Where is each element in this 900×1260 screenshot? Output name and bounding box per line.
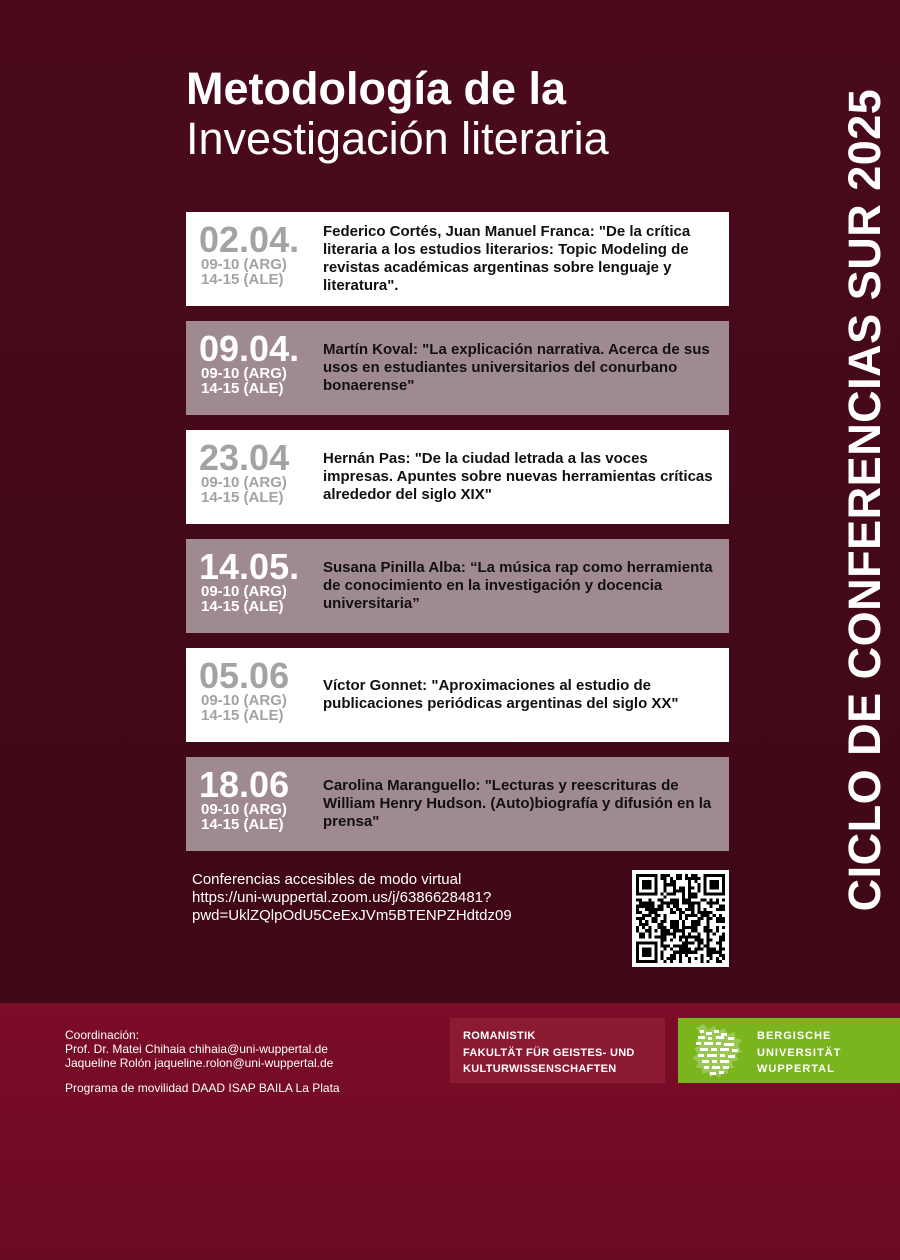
event-description [323, 321, 715, 415]
romanistik-line2: FAKULTÄT FÜR GEISTES- UND [463, 1046, 635, 1059]
coordinator-1: Prof. Dr. Matei Chihaia chihaia@uni-wuppertal.de [65, 1042, 328, 1056]
event-time-ale: 14-15 (ALE) [201, 271, 284, 288]
coordination-label: Coordinación: [65, 1028, 140, 1042]
page-title-line1: Metodología de la [186, 63, 567, 114]
university-logo [678, 1018, 900, 1083]
romanistik-line3: KULTURWISSENSCHAFTEN [463, 1063, 617, 1075]
romanistik-logo [450, 1018, 665, 1083]
event-description-text: Víctor Gonnet: "Aproximaciones al estudio de publicaciones periódicas argentinas del siglo XX" [323, 677, 679, 712]
event-card [186, 321, 729, 415]
event-time-arg: 09-10 (ARG) [201, 801, 287, 818]
zoom-link[interactable]: https://uni-wuppertal.zoom.us/j/6386628481?pwd=UklZQlpOdU5CeExJVm5BTENPZHdtdz09 [192, 889, 512, 924]
event-time-ale: 14-15 (ALE) [201, 707, 284, 724]
event-description-text: Susana Pinilla Alba: “La música rap como herramienta de conocimiento en la investigación y docencia universitaria” [323, 559, 713, 612]
romanistik-line1: ROMANISTIK [463, 1030, 536, 1042]
event-date: 14.05. [199, 546, 300, 587]
event-card [186, 430, 729, 524]
event-date: 05.06 [199, 655, 290, 696]
event-date: 23.04 [199, 437, 290, 478]
event-time-arg: 09-10 (ARG) [201, 474, 287, 491]
university-line2: UNIVERSITÄT [757, 1046, 842, 1059]
events-list [186, 212, 729, 866]
event-time-arg: 09-10 (ARG) [201, 365, 287, 382]
virtual-label: Conferencias accesibles de modo virtual [192, 871, 462, 888]
event-time-ale: 14-15 (ALE) [201, 489, 284, 506]
event-description-text: Martín Koval: "La explicación narrativa. Acerca de sus usos en estudiantes universitarios del conurbano bonaerense" [323, 341, 710, 394]
event-description [323, 430, 715, 524]
event-time-arg: 09-10 (ARG) [201, 256, 287, 273]
event-description [323, 648, 715, 742]
qr-code-icon[interactable] [632, 870, 729, 967]
event-description-text: Carolina Maranguello: "Lecturas y reescrituras de William Henry Hudson. (Auto)biografía y difusión en la prensa" [323, 777, 712, 830]
coordination-info [65, 1028, 333, 1070]
virtual-info [192, 871, 612, 925]
coordinator-2: Jaqueline Rolón jaqueline.rolon@uni-wuppertal.de [65, 1056, 334, 1070]
event-time-ale: 14-15 (ALE) [201, 816, 284, 833]
event-time-ale: 14-15 (ALE) [201, 598, 284, 615]
event-date: 09.04. [199, 328, 300, 369]
page-title-line2: Investigación literaria [186, 113, 609, 164]
event-description-text: Hernán Pas: "De la ciudad letrada a las voces impresas. Apuntes sobre nuevas herramientas críticas alrededor del siglo XIX" [323, 450, 713, 503]
university-name [757, 1028, 841, 1078]
event-time-ale: 14-15 (ALE) [201, 380, 284, 397]
event-time-arg: 09-10 (ARG) [201, 692, 287, 709]
event-description-text: Federico Cortés, Juan Manuel Franca: "De la crítica literaria a los estudios literarios: Topic Modeling de revistas académicas argentinas sobre lenguaje y literatura". [323, 223, 691, 294]
event-description [323, 757, 715, 851]
event-time-arg: 09-10 (ARG) [201, 583, 287, 600]
event-description [323, 539, 715, 633]
event-card [186, 757, 729, 851]
event-date: 02.04. [199, 219, 300, 260]
lion-logo-icon [690, 1022, 746, 1080]
university-line3: WUPPERTAL [757, 1063, 835, 1075]
event-card [186, 539, 729, 633]
series-title [830, 66, 900, 934]
university-line1: BERGISCHE [757, 1030, 832, 1042]
event-date: 18.06 [199, 764, 290, 805]
event-card [186, 212, 729, 306]
qr-code-graphic [636, 874, 725, 963]
series-title-text: CICLO DE CONFERENCIAS SUR 2025 [839, 88, 890, 912]
program-info: Programa de movilidad DAAD ISAP BAILA La Plata [65, 1081, 340, 1095]
event-card [186, 648, 729, 742]
event-description [323, 212, 715, 306]
